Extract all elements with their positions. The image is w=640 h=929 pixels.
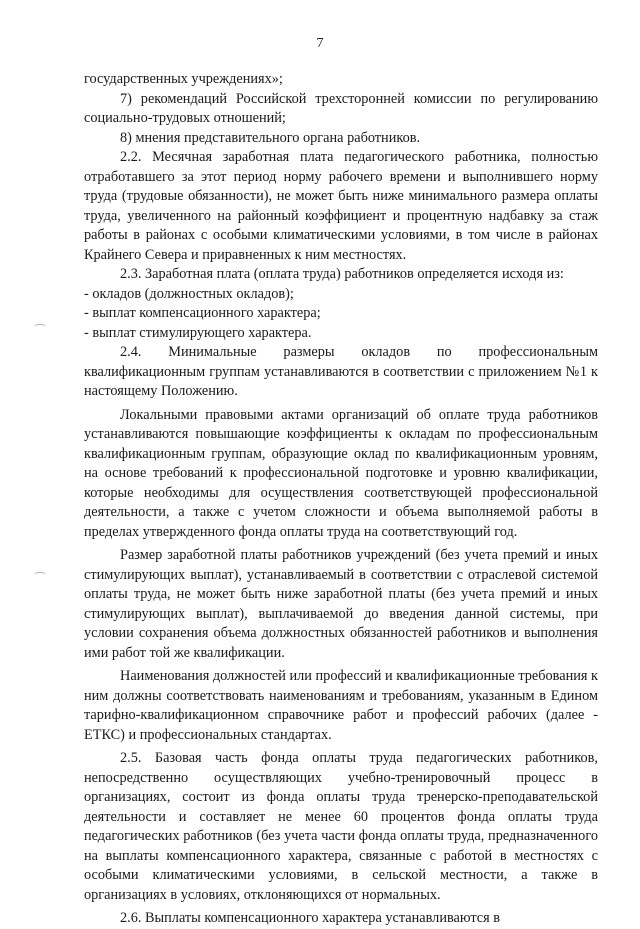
paragraph-2-4: 2.4. Минимальные размеры окладов по профессиональным квалификационным группам устанавливаются в соответствии с приложением №1 к настоящему Положению.: [84, 344, 598, 399]
paragraph: 7) рекомендаций Российской трехсторонней комиссии по регулированию социально-трудовых отношений;: [84, 90, 598, 126]
paragraph: Локальными правовыми актами организаций об оплате труда работников устанавливаются повышающие коэффициенты к окладам по профессиональным квалификационным группам, образующие оклад по квалификационным уровням, на основе требований к профессиональной подготовке и уровню квалификации, которые необходимы для осуществления соответствующей профессиональной деятельности, а также с учетом сложности и объема выполняемой работы в пределах утвержденного фонда оплаты труда на соответствующий год.: [84, 406, 598, 540]
list-item: - окладов (должностных окладов);: [84, 285, 294, 302]
paragraph: государственных учреждениях»;: [84, 71, 283, 87]
paragraph: Размер заработной платы работников учреждений (без учета премий и иных стимулирующих выплат), устанавливаемый в соответствии с отраслевой системой оплаты труда, не может быть ниже заработной платы (без учета премий и иных стимулирующих выплат), выплачиваемой до введения данной системы, при условии сохранения объема должностных обязанностей работников и выполнения ими работ той же квалификации.: [84, 547, 598, 661]
margin-scan-mark: [34, 324, 46, 329]
paragraph-2-3: 2.3. Заработная плата (оплата труда) работников определяется исходя из:: [120, 266, 564, 282]
paragraph-2-2: 2.2. Месячная заработная плата педагогического работника, полностью отработавшего за этот период норму рабочего времени и выполнившего норму труда (трудовые обязанности), не может быть ниже минимального размера оплаты труда, увеличенного на районный коэффициент и процентную надбавку за стаж работы в районах с особыми климатическими условиями, в том числе в районах Крайнего Севера и приравненных к ним местностях.: [84, 149, 598, 263]
paragraph: 8) мнения представительного органа работников.: [120, 129, 421, 146]
paragraph-2-6: 2.6. Выплаты компенсационного характера устанавливаются в: [120, 910, 501, 926]
paragraph: Наименования должностей или профессий и квалификационные требования к ним должны соответствовать наименованиям и требованиям, указанным в Едином тарифно-квалификационном справочнике работ и профессий рабочих (далее - ЕТКС) и профессиональных стандартах.: [84, 668, 598, 743]
list-item: - выплат стимулирующего характера.: [84, 324, 312, 341]
page-number: 7: [316, 36, 324, 51]
document-body: [84, 70, 598, 929]
paragraph-2-5: 2.5. Базовая часть фонда оплаты труда педагогических работников, непосредственно осуществляющих учебно-тренировочный процесс в организациях, состоит из фонда оплаты труда тренерско-преподавательской деятельности и составляет не менее 60 процентов фонда оплаты труда педагогических работников (без учета части фонда оплаты труда, предназначенного на выплаты компенсационного характера, связанные с работой в местностях с особыми климатическими условиями, в сельской местности, а также в организациях в условиях, отклоняющихся от нормальных.: [84, 750, 598, 903]
list-item: - выплат компенсационного характера;: [84, 305, 321, 321]
margin-scan-mark: [34, 572, 46, 577]
